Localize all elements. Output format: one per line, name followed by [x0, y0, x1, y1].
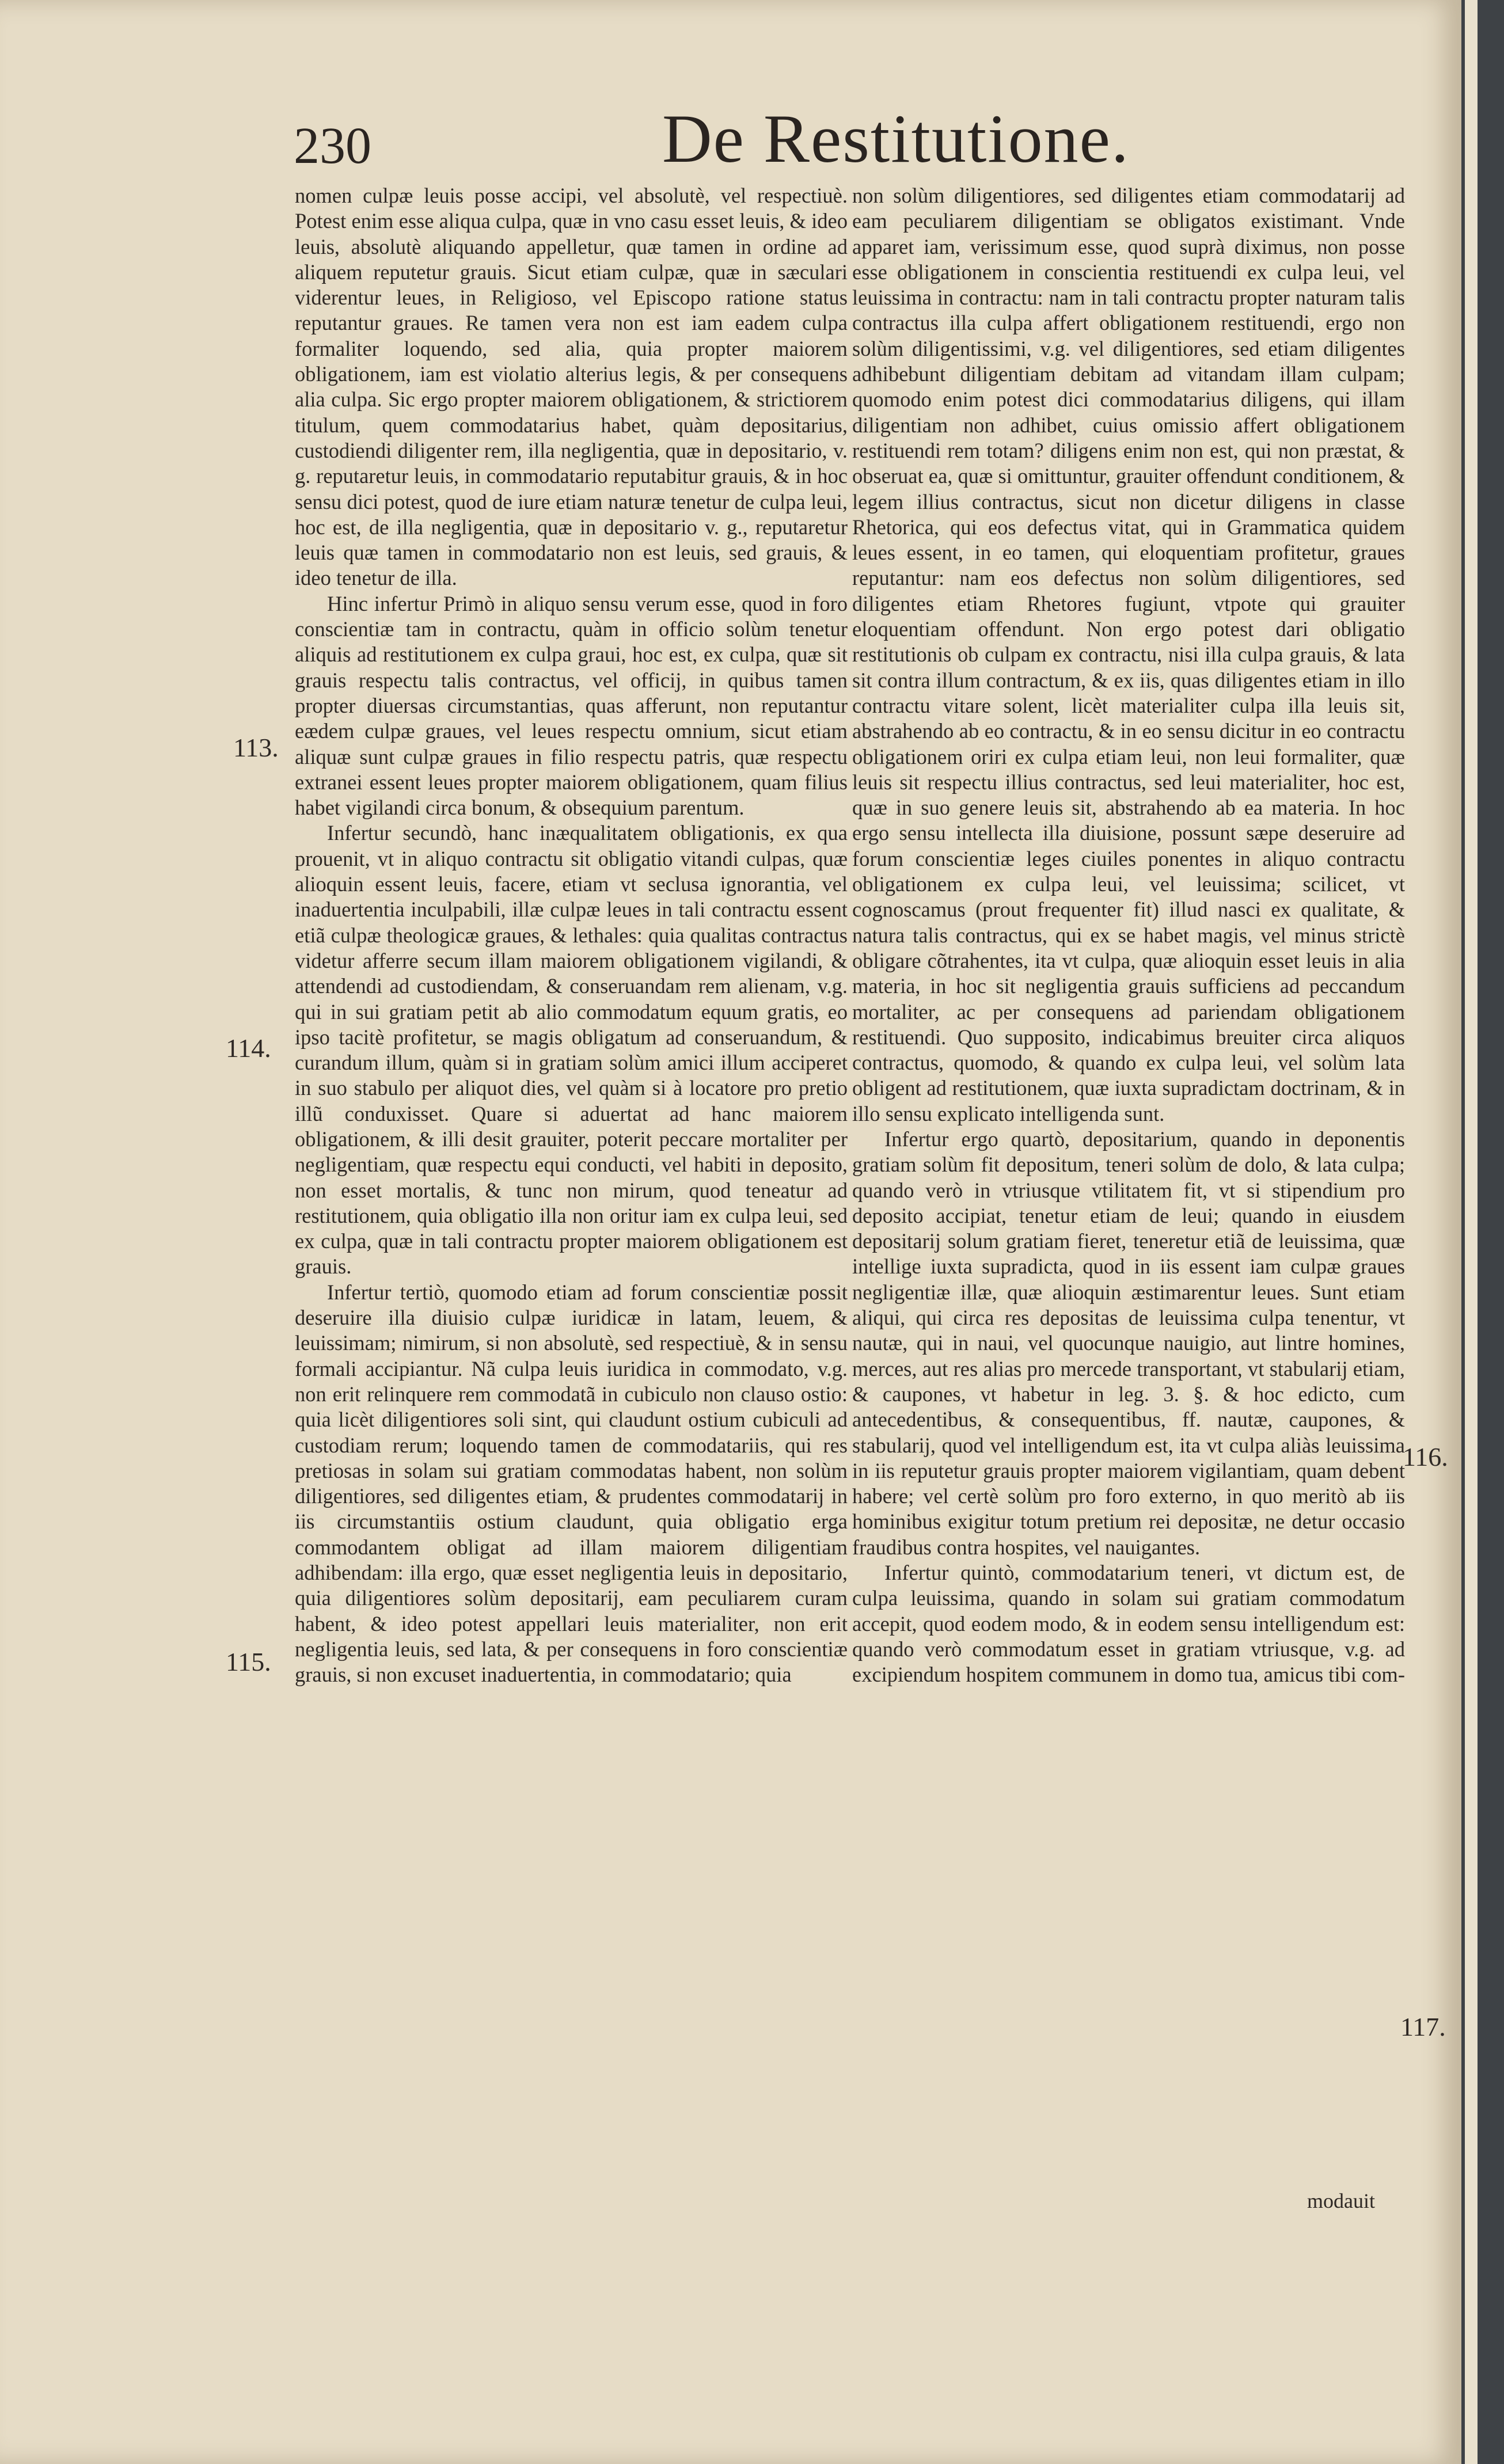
binding-edge [1461, 0, 1504, 2464]
page-number: 230 [294, 117, 371, 174]
paragraph: nomen culpæ leuis posse accipi, vel absolutè, vel respectiuè. Potest enim esse aliqua culpa, quæ in vno casu esset leuis, & ideo leuis, absolutè aliquando appelletur, quæ tamen in ordine ad aliquem reputetur grauis. Sicut etiam culpæ, quæ in sæculari viderentur leues, in Religioso, vel Episcopo ratione status reputantur graues. Re tamen vera non est iam eadem culpa formaliter loquendo, sed alia, quia propter maiorem obligationem, iam est violatio alterius legis, & per consequens alia culpa. Sic ergo propter maiorem obligationem, & strictiorem titulum, quem commodatarius habet, quàm depositarius, custodiendi diligenter rem, illa negligentia, quæ in depositario, v. g. reputaretur leuis, in commodatario reputabitur grauis, & in hoc sensu dici potest, quod de iure etiam naturæ tenetur de culpa leui, hoc est, de illa negligentia, quæ in depositario v. g., reputaretur leuis quæ tamen in commodatario non est leuis, sed grauis, & ideo tenetur de illa. [295, 184, 848, 590]
catchword: modauit [1307, 2189, 1375, 2212]
margin-number: 113. [233, 733, 279, 762]
margin-number: 116. [1403, 1442, 1448, 1471]
margin-number: 117. [1400, 2012, 1446, 2041]
paragraph: Infertur tertiò, quomodo etiam ad forum conscientiæ possit deseruire illa diuisio culpæ iuridicæ in latam, leuem, & leuissimam; nimirum, si non absolutè, sed respectiuè, & in sensu formali accipiantur. Nã culpa leuis iuridica in commodato, v.g. non erit relinquere rem commodatã in cubiculo non clauso ostio: quia licèt diligentiores soli sint, qui claudunt ostium cubiculi ad custodiam rerum; loquendo tamen de commodatariis, qui res pretiosas in solam sui gratiam commodatas habent, non solùm diligentiores, sed diligentes etiam, & prudentes commodatarij in iis circumstantiis ostium claudunt, quia obligatio erga commodantem obligat ad illam maiorem diligentiam adhibendam: illa ergo, quæ esset negligentia leuis in depositario, quia diligentiores solùm depositarij, eam peculiarem curam habent, & ideo potest appellari leuis materialiter, non erit negligentia leuis, sed lata, & per consequens in foro conscientiæ grauis, si non excuset inaduertentia, in commodatario; quia [295, 1280, 848, 1687]
left-column [295, 183, 848, 2198]
running-title: De Restitutione. [662, 100, 1130, 177]
paragraph: Infertur quintò, commodatarium teneri, vt dictum est, de culpa leuissima, quando in solam sui gratiam commodatum accepit, quod eodem modo, & in eodem sensu intelligendum est: quando verò commodatum esset in gratiam vtriusque, v.g. ad excipiendum hospitem communem in domo tua, amicus tibi com- [852, 1561, 1405, 1687]
paragraph: Infertur secundò, hanc inæqualitatem obligationis, ex qua prouenit, vt in aliquo contractu sit obligatio vitandi culpas, quæ alioquin essent leuis, facere, etiam vt seclusa ignorantia, vel inaduertentia inculpabili, illæ culpæ leues in tali contractu essent etiã culpæ theologicæ graues, & lethales: quia qualitas contractus videtur afferre secum illam maiorem obligationem vigilandi, & attendendi ad custodiendam, & conseruandam rem alienam, v.g. qui in sui gratiam petit ab alio commodatum equum gratis, eo ipso tacitè profitetur, se magis obligatum ad conseruandum, & curandum illum, quàm si in gratiam solùm amici illum acciperet in suo stabulo per aliquot dies, vel quàm si à locatore pro pretio illũ conduxisset. Quare si aduertat ad hanc maiorem obligationem, & illi desit grauiter, poterit peccare mortaliter per negligentiam, quæ respectu equi conducti, vel habiti in deposito, non esset mortalis, & tunc non mirum, quod teneatur ad restitutionem, quia obligatio illa non oritur iam ex culpa leui, sed ex culpa, quæ in tali contractu propter maiorem obligationem est grauis. [295, 821, 848, 1279]
margin-number: 114. [226, 1033, 271, 1063]
margin-number: 115. [226, 1647, 271, 1676]
paragraph: Infertur ergo quartò, depositarium, quando in deponentis gratiam solùm fit depositum, teneri solùm de dolo, & lata culpa; quando verò in vtriusque vtilitatem fit, vt si stipendium pro deposito accipiat, tenetur etiam de leui; quando in eiusdem depositarij solum gratiam fieret, teneretur etiã de leuissima, quæ intellige iuxta supradicta, quod in iis essent iam culpæ graues negligentiæ illæ, quæ alioquin æstimarentur leues. Sunt etiam aliqui, qui circa res depositas de leuissima culpa tenentur, vt nautæ, qui in naui, vel quocunque nauigio, aut lintre homines, merces, aut res alias pro mercede transportant, vt stabularij etiam, & caupones, vt habetur in leg. 3. §. & hoc edicto, cum antecedentibus, & consequentibus, ff. nautæ, caupones, & stabularij, quod vel intelligendum est, ita vt culpa aliàs leuissima in iis reputetur grauis propter maiorem vigilantiam, quam debent habere; vel certè solùm pro foro externo, in quo meritò ab iis hominibus exigitur totum pretium rei depositæ, ne detur occasio fraudibus contra hospites, vel nauigantes. [852, 1127, 1405, 1559]
page-header [271, 99, 1365, 180]
paragraph: non solùm diligentiores, sed diligentes etiam commodatarij ad eam peculiarem diligentiam se obligatos existimant. Vnde apparet iam, verissimum esse, quod suprà diximus, non posse esse obligationem in conscientia restituendi ex culpa leui, vel leuissima in contractu: nam in tali contractu propter naturam talis contractus illa culpa affert obligationem restituendi, ergo non solùm diligentissimi, v.g. vel diligentiores, sed etiam diligentes adhibebunt diligentiam debitam ad vitandam illam culpam; quomodo enim potest dici commodatarius diligens, qui illam diligentiam non adhibet, cuius omissio affert obligationem restituendi rem totam? diligens enim non est, qui non præstat, & obseruat ea, quæ si omittuntur, grauiter offendunt conditionem, & legem illius contractus, sicut non dicetur diligens in classe Rhetorica, qui eos defectus vitat, qui in Grammatica quidem leues essent, in eo tamen, qui eloquentiam profitetur, graues reputantur: nam eos defectus non solùm diligentiores, sed diligentes etiam Rhetores fugiunt, vtpote qui grauiter eloquentiam offendunt. Non ergo potest dari obligatio restitutionis ob culpam ex contractu, nisi illa culpa grauis, & lata sit contra illum contractum, & ex iis, quas diligentes etiam in illo contractu vitare solent, licèt materialiter culpa illa leuis sit, abstrahendo ab eo contractu, & in eo sensu dicitur in eo contractu obligationem oriri ex culpa etiam leui, non leui formaliter, quæ leuis sit respectu illius contractus, sed leui materialiter, hoc est, quæ in suo genere leuis sit, abstrahendo ab ea materia. In hoc ergo sensu intellecta illa diuisione, possunt sæpe deseruire ad forum conscientiæ leges ciuiles ponentes in aliquo contractu obligationem ex culpa leui, vel leuissima; scilicet, vt cognoscamus (prout frequenter fit) illud nasci ex qualitate, & natura talis contractus, qui ex se habet magis, vel minus strictè obligare cõtrahentes, ita vt culpa, quæ alioquin esset leuis in alia materia, in hoc sit negligentia grauis sufficiens ad peccandum mortaliter, ac per consequens ad pariendam obligationem restituendi. Quo supposito, indicabimus breuiter circa aliquos contractus, quomodo, & quando ex culpa leui, vel solùm lata obligent ad restitutionem, quæ iuxta supradictam doctrinam, & in illo sensu explicato intelligenda sunt. [852, 184, 1405, 1125]
paragraph: Hinc infertur Primò in aliquo sensu verum esse, quod in foro conscientiæ tam in contractu, quàm in officio solùm tenetur aliquis ad restitutionem ex culpa graui, hoc est, ex culpa, quæ sit grauis respectu talis contractus, vel officij, in quibus tamen propter diuersas circumstantias, quas afferunt, non reputantur eædem culpæ graues, vel leues respectu omnium, sicut etiam aliquæ sunt culpæ graues in filio respectu patris, quæ respectu extranei essent leues propter maiorem obligationem, quam filius habet vigilandi circa bonum, & obsequium parentum. [295, 591, 848, 820]
right-column [852, 183, 1405, 2198]
page-edge-strip [1465, 0, 1478, 2464]
